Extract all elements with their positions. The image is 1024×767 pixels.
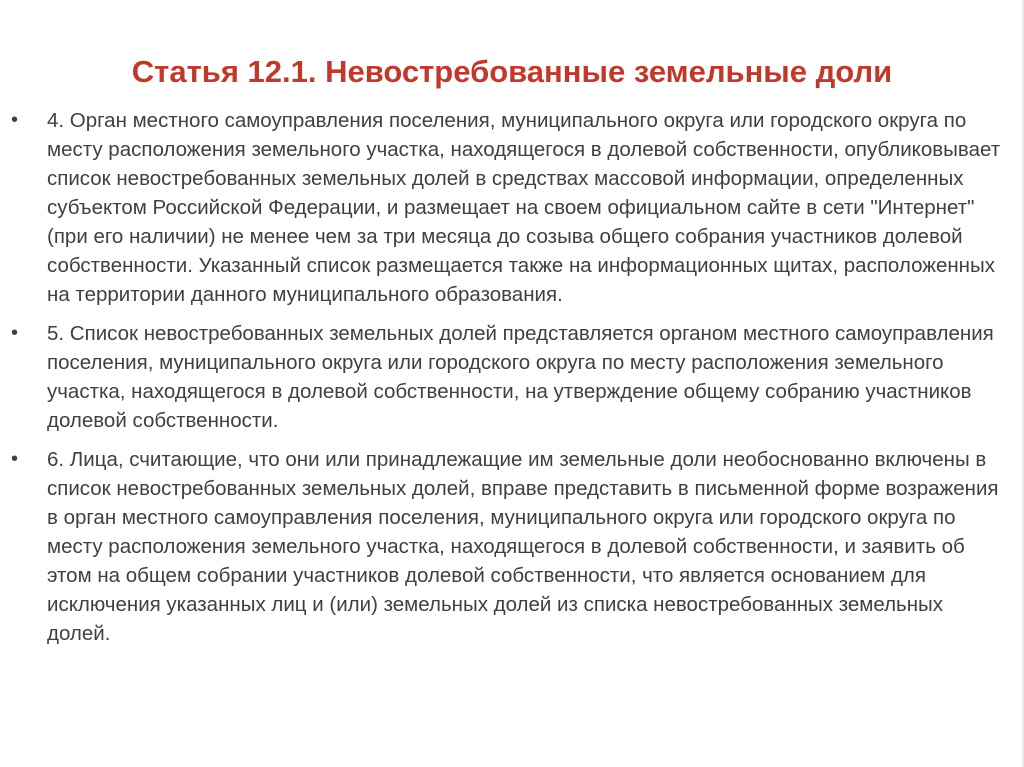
bullet-list (11, 106, 1005, 658)
bullet-marker-icon: • (11, 322, 19, 344)
slide-title: Статья 12.1. Невостребованные земельные доли (131, 54, 893, 89)
bullet-item-5 (11, 319, 1005, 435)
bullet-text: 6. Лица, считающие, что они или принадлежащие им земельные доли необоснованно включены в список невостребованных земельных долей, вправе представить в письменной форме возражения в орган местного самоуправления поселения, муниципального округа или городского округа по месту расположения земельного участка, находящегося в долевой собственности, и заявить об этом на общем собрании участников долевой собственности, что является основанием для исключения указанных лиц и (или) земельных долей из списка невостребованных земельных долей. (47, 448, 999, 645)
bullet-marker-icon: • (11, 448, 19, 470)
bullet-text: 4. Орган местного самоуправления поселения, муниципального округа или городского округа по месту расположения земельного участка, находящегося в долевой собственности, опубликовывает список невостребованных земельных долей в средствах массовой информации, определенных субъектом Российской Федерации, и размещает на своем официальном сайте в сети "Интернет" (при его наличии) не менее чем за три месяца до созыва общего собрания участников долевой собственности. Указанный список размещается также на информационных щитах, расположенных на территории данного муниципального образования. (47, 109, 1001, 306)
bullet-marker-icon: • (11, 109, 19, 131)
bullet-text: 5. Список невостребованных земельных долей представляется органом местного самоуправления поселения, муниципального округа или городского округа по месту расположения земельного участка, находящегося в долевой собственности, на утверждение общему собранию участников долевой собственности. (47, 322, 994, 432)
bullet-item-4 (11, 106, 1005, 309)
bullet-item-6 (11, 445, 1005, 648)
